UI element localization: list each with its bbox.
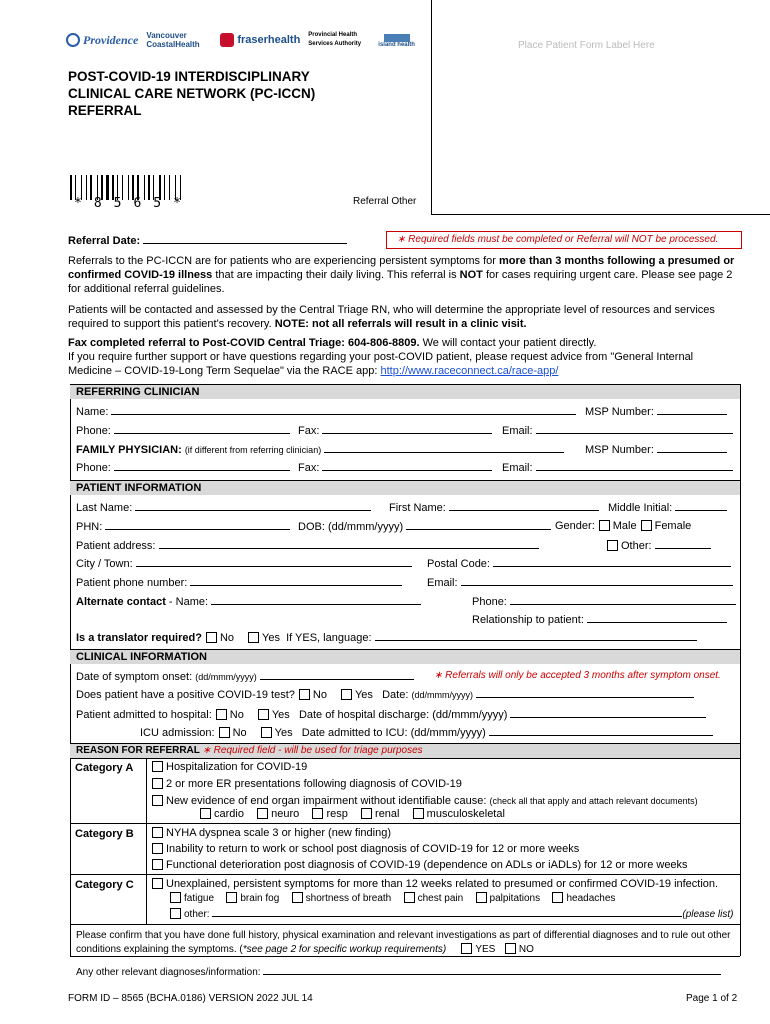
family-msp-field[interactable]: MSP Number: (585, 443, 727, 456)
confirm-yes-checkbox[interactable] (461, 943, 472, 954)
page-number: Page 1 of 2 (686, 993, 738, 1004)
translator-no-checkbox[interactable] (206, 632, 217, 643)
cat-a-item-2[interactable]: 2 or more ER presentations following diagnosis of COVID-19 (152, 778, 462, 790)
category-column-divider (146, 758, 147, 924)
title-line-2: CLINICAL CARE NETWORK (PC-ICCN) (68, 86, 316, 101)
cat-b-item-2[interactable]: Inability to return to work or school post diagnosis of COVID-19 for 12 or more weeks (152, 843, 579, 855)
cat-c-item-1[interactable]: Unexplained, persistent symptoms for more than 12 weeks related to presumed or confirmed COVID-19 infection. (152, 878, 718, 890)
patient-phone-field[interactable]: Patient phone number: (76, 576, 402, 589)
cat-c-symptom-options: fatigue brain fog shortness of breath chest pain palpitations headaches (166, 892, 615, 904)
race-app-link[interactable]: http://www.raceconnect.ca/race-app/ (380, 365, 559, 377)
clinician-email-field[interactable]: Email: (502, 424, 733, 437)
label-box-left-border (431, 0, 432, 214)
referral-date-field[interactable]: Referral Date: (68, 234, 347, 247)
confirm-no-checkbox[interactable] (505, 943, 516, 954)
patient-email-field[interactable]: Email: (427, 576, 733, 589)
headaches-checkbox[interactable] (552, 892, 563, 903)
first-name-field[interactable]: First Name: (389, 501, 599, 514)
clinician-msp-field[interactable]: MSP Number: (585, 405, 727, 418)
other-diagnoses-field[interactable]: Any other relevant diagnoses/information: (76, 965, 721, 978)
covid-test-yes-checkbox[interactable] (341, 689, 352, 700)
cat-b-item-1[interactable]: NYHA dyspnea scale 3 or higher (new finding) (152, 827, 391, 839)
icu-date-input[interactable] (489, 726, 713, 736)
title-line-3: REFERRAL (68, 103, 142, 118)
form-right-border (740, 384, 741, 956)
form-title (68, 68, 368, 119)
icu-no-checkbox[interactable] (219, 727, 230, 738)
icu-yes-checkbox[interactable] (261, 727, 272, 738)
patient-address-field[interactable]: Patient address: (76, 539, 539, 552)
hospital-no-checkbox[interactable] (216, 709, 227, 720)
vch-logo: Vancouver CoastalHealth (146, 31, 200, 49)
category-b-label: Category B (75, 828, 134, 840)
category-a-label: Category A (75, 762, 134, 774)
logo-bar (66, 24, 422, 56)
workup-confirmation: Please confirm that you have done full history, physical examination and relevant investigations as part of differential diagnoses and to rule out other conditions explaining the symptoms. (*see page 2 for specific workup requirements) YES NO (76, 930, 731, 955)
fraserhealth-logo: fraserhealth (220, 33, 300, 47)
category-a-top-border (70, 758, 740, 759)
clinician-name-field[interactable]: Name: (76, 405, 576, 418)
island-health-logo: island health (378, 32, 415, 48)
family-physician-field[interactable]: FAMILY PHYSICIAN: (if different from referring clinician) (76, 443, 564, 456)
clinical-information-heading: CLINICAL INFORMATION (70, 649, 740, 664)
title-line-1: POST-COVID-19 INTERDISCIPLINARY (68, 69, 310, 84)
clinician-phone-field[interactable]: Phone: (76, 424, 290, 437)
category-c-top-border (70, 874, 740, 875)
discharge-date-input[interactable] (510, 708, 706, 718)
fatigue-checkbox[interactable] (170, 892, 181, 903)
alternate-contact-phone-field[interactable]: Phone: (472, 595, 736, 608)
race-app-note: If you require further support or have questions regarding your post-COVID patient, please request advice from "General Internal Medicine – COVID-19-Long Term Sequelae" via the RACE app: http://www.raceconnect.ca/race-app/ (68, 351, 694, 377)
cardio-checkbox[interactable] (200, 808, 211, 819)
phn-field[interactable]: PHN: (76, 520, 290, 533)
form-id: FORM ID – 8565 (BCHA.0186) VERSION 2022 JUL 14 (68, 993, 313, 1004)
cat-b-item-3[interactable]: Functional deterioration post diagnosis of COVID-19 (dependence on ADLs or iADLs) for 12 or more weeks (152, 859, 688, 871)
city-field[interactable]: City / Town: (76, 557, 412, 570)
patient-information-heading: PATIENT INFORMATION (70, 480, 740, 495)
translator-question: Is a translator required? No Yes If YES, language: (76, 631, 697, 644)
barcode-number: *8565* (74, 196, 193, 211)
cat-a-item-3[interactable]: New evidence of end organ impairment without identifiable cause: (check all that apply and attach relevant documents) (152, 795, 698, 807)
intro-paragraph-2: Patients will be contacted and assessed by the Central Triage RN, who will determine the appropriate level of resources and services required to support this patient's recovery. NOTE: not all referrals will result in a clinic visit. (68, 304, 715, 330)
covid-test-no-checkbox[interactable] (299, 689, 310, 700)
shortness-of-breath-checkbox[interactable] (292, 892, 303, 903)
palpitations-checkbox[interactable] (476, 892, 487, 903)
renal-checkbox[interactable] (361, 808, 372, 819)
referral-other-label: Referral Other (353, 196, 417, 207)
onset-note: ∗ Referrals will only be accepted 3 months after symptom onset. (434, 670, 721, 681)
required-fields-note: ∗ Required fields must be completed or Referral will NOT be processed. (386, 231, 742, 249)
resp-checkbox[interactable] (312, 808, 323, 819)
last-name-field[interactable]: Last Name: (76, 501, 371, 514)
hospital-yes-checkbox[interactable] (258, 709, 269, 720)
reason-for-referral-heading: REASON FOR REFERRAL ∗ Required field - will be used for triage purposes (70, 743, 740, 758)
symptom-onset-field[interactable]: Date of symptom onset: (dd/mmm/yyyy) (76, 670, 414, 683)
clinician-fax-field[interactable]: Fax: (298, 424, 492, 437)
form-left-border (70, 384, 71, 956)
gender-field: Gender: Male Female (555, 520, 692, 532)
translator-yes-checkbox[interactable] (248, 632, 259, 643)
covid-test-question: Does patient have a positive COVID-19 test? No Yes Date: (dd/mmm/yyyy) (76, 688, 694, 701)
cat-c-other-field[interactable]: other: (please list) (166, 907, 734, 920)
family-email-field[interactable]: Email: (502, 461, 733, 474)
middle-initial-field[interactable]: Middle Initial: (608, 501, 727, 514)
fax-instructions: Fax completed referral to Post-COVID Central Triage: 604-806-8809. We will contact your patient directly. (68, 337, 597, 349)
family-phone-field[interactable]: Phone: (76, 461, 290, 474)
confirm-top-border (70, 924, 740, 925)
covid-test-date-input[interactable] (476, 688, 694, 698)
musculoskeletal-checkbox[interactable] (413, 808, 424, 819)
gender-female-checkbox[interactable] (641, 520, 652, 531)
gender-male-checkbox[interactable] (599, 520, 610, 531)
cat-a-organ-options: cardio neuro resp renal musculoskeletal (196, 808, 505, 820)
category-c-label: Category C (75, 879, 134, 891)
cat-a-item-1[interactable]: Hospitalization for COVID-19 (152, 761, 307, 773)
referring-clinician-heading: REFERRING CLINICIAN (70, 384, 740, 399)
barcode-bar (70, 175, 72, 200)
family-fax-field[interactable]: Fax: (298, 461, 492, 474)
intro-paragraph-1: Referrals to the PC-ICCN are for patients who are experiencing persistent symptoms for more than 3 months following a presumed or confirmed COVID-19 illness that are impacting their daily living. This referral is NOT for cases requiring urgent care. Please see page 2 for additional referral guidelines. (68, 255, 735, 295)
icu-admission-question: ICU admission: No Yes Date admitted to ICU: (dd/mmm/yyyy) (140, 726, 713, 739)
neuro-checkbox[interactable] (257, 808, 268, 819)
hospital-admission-question: Patient admitted to hospital: No Yes Date of hospital discharge: (dd/mmm/yyyy) (76, 708, 706, 721)
gender-other-field[interactable]: Other: (603, 539, 711, 552)
relationship-field[interactable]: Relationship to patient: (472, 613, 727, 626)
postal-code-field[interactable]: Postal Code: (427, 557, 731, 570)
patient-label-placeholder: Place Patient Form Label Here (518, 40, 655, 51)
gender-other-checkbox[interactable] (607, 540, 618, 551)
language-input[interactable] (375, 631, 697, 641)
alternate-contact-name-field[interactable]: Alternate contact - Name: (76, 595, 421, 608)
providence-logo: Providence (66, 33, 138, 48)
phsa-logo: Provincial Health Services Authority (308, 32, 362, 47)
category-b-top-border (70, 823, 740, 824)
label-box-bottom-border (431, 214, 770, 215)
brain-fog-checkbox[interactable] (226, 892, 237, 903)
dob-field[interactable]: DOB: (dd/mmm/yyyy) (298, 520, 551, 533)
chest-pain-checkbox[interactable] (404, 892, 415, 903)
